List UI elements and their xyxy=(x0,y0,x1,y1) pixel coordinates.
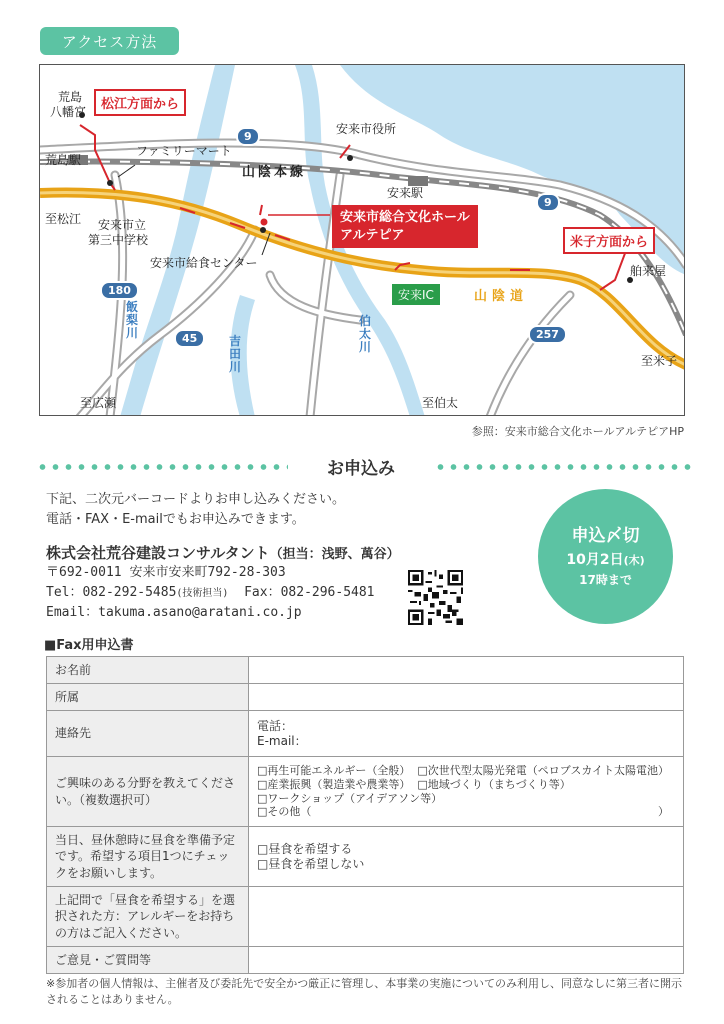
interest-option-renewable[interactable]: □再生可能エネルギー（全般） xyxy=(257,764,411,777)
yasugi-station-mark xyxy=(408,176,428,186)
interest-option-other[interactable]: □その他（ ） xyxy=(257,805,669,819)
label-yoshida-river: 吉田川 xyxy=(228,334,241,375)
label-school-line2: 第三中学校 xyxy=(88,233,149,247)
contact-label: 連絡先 xyxy=(47,711,249,757)
lunch-option-yes[interactable]: □昼食を希望する xyxy=(257,841,353,856)
label-sanin-line: 山陰本線 xyxy=(242,165,307,180)
apply-intro: 下記、二次元バーコードよりお申し込みください。 電話・FAX・E-mailでもお申込みできます。 xyxy=(46,492,346,527)
company-name: 株式会社荒谷建設コンサルタント（担当：浅野、萬谷） xyxy=(46,544,400,562)
interest-option-industry[interactable]: □産業振興（製造業や農業等） xyxy=(257,777,411,791)
deadline-badge xyxy=(538,489,673,624)
yasugi-ic-sign: 安来IC xyxy=(392,284,440,305)
form-row-allergy xyxy=(47,887,684,947)
label-to-matsue: 至松江 xyxy=(45,212,82,226)
interest-option-workshop[interactable]: □ワークショップ（アイデアソン等） xyxy=(257,791,443,805)
label-to-hirose: 至広瀬 xyxy=(80,396,117,410)
interest-option-community[interactable]: □地域づくり（まちづくり等） xyxy=(417,777,571,791)
map-reference: 参照：安来市総合文化ホールアルテピアHP xyxy=(471,425,684,438)
route-257-badge: 257 xyxy=(528,325,567,344)
label-school-line1: 安来市立 xyxy=(98,218,147,232)
form-row-name xyxy=(47,657,684,684)
form-row-interest xyxy=(47,757,684,827)
contact-field[interactable] xyxy=(249,711,684,757)
route-9-badge: 9 xyxy=(236,127,260,146)
label-city-hall: 安来市役所 xyxy=(336,122,397,136)
yonago-direction-label: 米子方面から xyxy=(563,227,655,254)
label-yasugi-station: 安来駅 xyxy=(387,186,424,200)
divider-dots-left xyxy=(36,464,288,470)
label-familymart: ファミリーマート xyxy=(136,144,232,158)
contact-persons: （担当：浅野、萬谷） xyxy=(269,547,400,562)
divider-dots-right xyxy=(434,464,692,470)
familymart-marker xyxy=(107,180,113,186)
interest-label: ご興味のある分野を教えてください。（複数選択可） xyxy=(47,757,249,827)
label-hakuta-river: 伯太川 xyxy=(358,314,371,355)
form-row-contact xyxy=(47,711,684,757)
name-label: お名前 xyxy=(47,657,249,684)
allergy-field[interactable] xyxy=(249,887,684,947)
qr-code-image[interactable] xyxy=(408,570,463,625)
access-map xyxy=(39,64,685,416)
affiliation-label: 所属 xyxy=(47,684,249,711)
route-180-badge: 180 xyxy=(100,281,139,300)
company-address: 〒692-0011 安来市安来町792-28-303 xyxy=(46,565,286,580)
label-to-hakuta: 至伯太 xyxy=(422,396,459,410)
allergy-label: 上記問で「昼食を希望する」を選択された方：アレルギーをお持ちの方はご記入ください。 xyxy=(47,887,249,947)
interest-option-perovskite[interactable]: □次世代型太陽光発電（ペロブスカイト太陽電池） xyxy=(417,764,670,777)
city-hall-marker xyxy=(347,155,353,161)
route-9-badge-east: 9 xyxy=(536,193,560,212)
matsue-direction-label: 松江方面から xyxy=(94,89,186,116)
access-heading: アクセス方法 xyxy=(40,27,179,55)
deadline-time: 17時まで xyxy=(579,573,632,587)
label-funakoya: 舶来屋 xyxy=(630,264,667,278)
label-food-center: 安来市給食センター xyxy=(150,256,258,270)
phone-fax-line: Tel：082-292-5485(技術担当) Fax：082-296-5481 xyxy=(46,585,375,601)
deadline-title: 申込〆切 xyxy=(571,526,640,546)
label-arashima: 荒島 xyxy=(58,90,83,104)
fax-application-form xyxy=(46,656,684,974)
food-center-marker xyxy=(260,227,266,233)
label-iinashi-river: 飯梨川 xyxy=(125,300,138,341)
contact-info xyxy=(46,563,375,623)
contact-email[interactable]: Email：takuma.asano@aratani.co.jp xyxy=(46,605,302,621)
comments-label: ご意見・ご質問等 xyxy=(47,947,249,974)
lunch-label: 当日、昼休憩時に昼食を準備予定です。希望する項目1つにチェックをお願いします。 xyxy=(47,827,249,887)
label-to-yonago: 至米子 xyxy=(641,354,678,368)
form-row-affiliation xyxy=(47,684,684,711)
label-hachimangu: 八幡宮 xyxy=(50,105,87,119)
comments-field[interactable] xyxy=(249,947,684,974)
route-45-badge: 45 xyxy=(174,329,205,348)
label-arashima-station: 荒島駅 xyxy=(45,153,82,167)
name-field[interactable] xyxy=(249,657,684,684)
affiliation-field[interactable] xyxy=(249,684,684,711)
apply-heading: お申込み xyxy=(327,459,395,479)
form-row-lunch xyxy=(47,827,684,887)
venue-label: 安来市総合文化ホール アルテピア xyxy=(332,205,478,248)
venue-marker xyxy=(260,218,268,226)
lunch-option-no[interactable]: □昼食を希望しない xyxy=(257,856,365,871)
privacy-note: ※参加者の個人情報は、主催者及び委託先で安全かつ厳正に管理し、本事業の実施についてのみ利用し、同意なしに第三者に開示されることはありません。 xyxy=(46,977,682,1006)
fax-form-title: ■Fax用申込書 xyxy=(44,638,134,653)
deadline-date: 10月2日(木) xyxy=(566,552,645,568)
label-sanin-road: 山陰道 xyxy=(474,289,529,304)
contact-email-field: E-mail： xyxy=(257,733,307,748)
contact-phone-field: 電話： xyxy=(257,718,294,733)
form-row-comments xyxy=(47,947,684,974)
